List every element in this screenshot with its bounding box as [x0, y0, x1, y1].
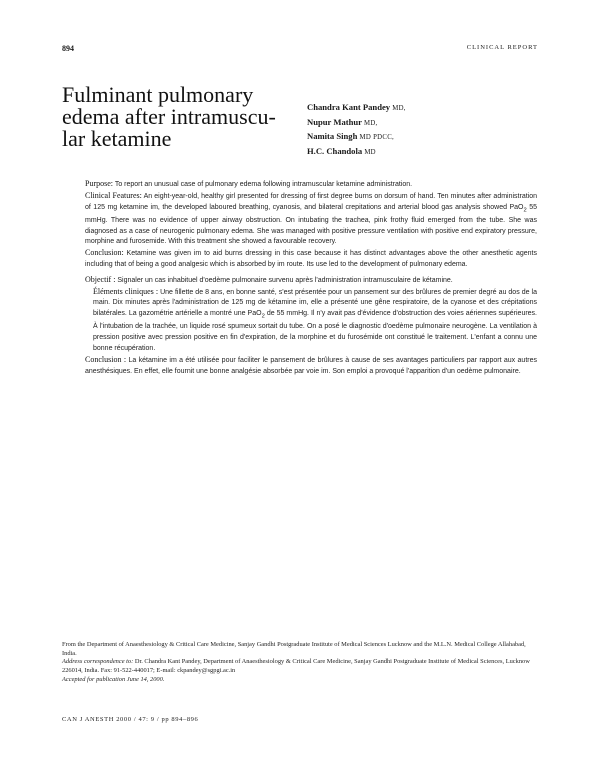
correspondence-note: [62, 658, 542, 675]
objectif-text: Signaler un cas inhabituel d'oedème pulmonaire survenu après l'administration intramusculaire de kétamine.: [117, 276, 453, 284]
purpose-text: To report an unusual case of pulmonary edema following intramuscular ketamine administration.: [114, 181, 413, 188]
author: Nupur Mathur MD,: [307, 116, 378, 127]
objectif-label: Objectif :: [85, 274, 116, 284]
conclusion-label: Conclusion:: [85, 248, 124, 258]
journal-citation: CAN J ANESTH 2000 / 47: 9 / pp 894–896: [62, 716, 199, 723]
title-line: lar ketamine: [62, 126, 172, 151]
resume-block: [85, 275, 537, 378]
subscript: 2: [261, 313, 265, 320]
resume-objectif: [85, 275, 537, 287]
elements-cliniques-label: Éléments cliniques :: [93, 286, 159, 296]
resume-conclusion-text: La kétamine im a été utilisée pour faciliter le pansement de brûlures à cause de ses avantages particuliers par rapport aux autres anesthésiques. En effet, elle fournit une bonne analgésie absorbée par voie im. Son emploi a provoqué l'apparition d'un oedème pulmonaire.: [85, 356, 537, 375]
subscript: 2: [523, 206, 527, 213]
section-label: CLINICAL REPORT: [466, 44, 538, 51]
resume-conclusion: [85, 355, 537, 378]
elements-cliniques-text-cont: de 55 mmHg. Il n'y avait pas d'évidence d'obstruction des voies aériennes supérieures. À l'intubation de la trachée, un liquide rosé spumeux sortait du tube. On a posé le diagnostic d'oedème pulmonaire neurogène. La ventilation à pression positive avec pression positive en fin d'expiration, de la morphine et du furosémide ont constitué le traitement. L'enfant a connu une bonne récupération.: [93, 310, 538, 352]
affiliation-note: From the Department of Anaesthesiology & Critical Care Medicine, Sanjay Gandhi Postgraduate Institute of Medical Sciences Lucknow and the M.L.N. Medical College Allahabad, India.: [62, 641, 526, 657]
conclusion-text: Ketamine was given im to aid burns dressing in this case because it has distinct advantages above the other anesthetic agents including that of being a good analgesic which is absorbed by im route. Its use led to the development of pulmonary edema.: [85, 250, 537, 268]
abstract-clinical-features: [85, 191, 537, 248]
abstract-purpose: [85, 179, 537, 191]
purpose-label: Purpose:: [85, 179, 113, 188]
page-number: 894: [62, 44, 74, 53]
clinical-features-text-cont: 55 mmHg. There was no evidence of upper airway obstruction. On intubating the trachea, pink frothy fluid emerged from the tube. She was diagnosed as a case of neurogenic pulmonary edema. She was managed with positive pressure ventilation with positive end expiratory pressure, morphine and furosemide. With this treatment she showed a favourable recovery.: [85, 203, 537, 246]
author: Namita Singh MD PDCC,: [307, 131, 395, 142]
resume-conclusion-label: Conclusion :: [85, 354, 127, 364]
correspondence-text: Dr. Chandra Kant Pandey, Department of Anaesthesiology & Critical Care Medicine, Sanjay Gandhi Postgraduate Institute of Medical Sciences, Lucknow 226014, India. Fax: 91-522-440017; E-mail: ckpandey@sgpgi.ac.in: [62, 658, 530, 675]
title-line: Fulminant pulmonary: [62, 82, 254, 107]
correspondence-label: Address correspondence to:: [62, 658, 134, 666]
article-title: [62, 84, 302, 150]
title-line: edema after intramuscu-: [62, 104, 276, 129]
author: Chandra Kant Pandey MD,: [307, 102, 406, 112]
resume-elements-cliniques: [85, 287, 537, 355]
accepted-note: Accepted for publication June 14, 2000.: [62, 675, 165, 683]
clinical-features-text: An eight-year-old, healthy girl presented for dressing of first degree burns on dorsum of hand. Ten minutes after administration of 125 mg ketamine im, the developed laboured breathing, cyanosis, and bilateral crepitations and arterial blood gas analysis showed PaO: [85, 192, 538, 211]
abstract-block: [85, 179, 537, 377]
clinical-features-label: Clinical Features:: [85, 190, 142, 200]
author-list: [307, 101, 537, 160]
abstract-conclusion: [85, 248, 537, 271]
elements-cliniques-text: Une fillette de 8 ans, en bonne santé, s'est présentée pour un pansement sur des brûlures de premier degré au dos de la main. Dix minutes après l'administration de 125 mg de kétamine im, elle a présenté une gêne respiratoire, de la cyanose et des crépitations bilatérales. La gazométrie artérielle a montré une PaO: [93, 288, 537, 318]
footnotes: [62, 641, 542, 685]
author: H.C. Chandola MD: [307, 146, 376, 157]
